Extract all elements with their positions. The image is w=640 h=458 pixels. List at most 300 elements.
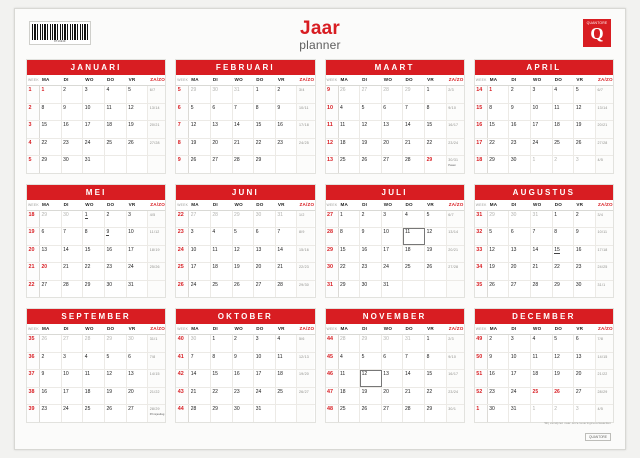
day-cell[interactable] <box>488 335 510 352</box>
weekend-cell[interactable] <box>447 335 464 352</box>
day-cell[interactable] <box>233 139 255 156</box>
day-cell[interactable] <box>382 211 404 228</box>
weekend-cell[interactable] <box>596 139 613 156</box>
day-cell[interactable] <box>425 121 447 138</box>
day-cell[interactable] <box>83 139 105 156</box>
weekend-cell[interactable] <box>148 405 165 422</box>
day-cell[interactable] <box>574 370 596 387</box>
day-cell[interactable] <box>254 335 276 352</box>
day-cell[interactable] <box>382 335 404 352</box>
weekend-cell[interactable] <box>447 353 464 370</box>
weekend-cell[interactable] <box>596 405 613 422</box>
day-cell[interactable] <box>83 353 105 370</box>
day-cell[interactable] <box>425 335 447 352</box>
day-cell[interactable] <box>531 121 553 138</box>
day-cell[interactable] <box>425 86 447 103</box>
day-cell[interactable] <box>574 263 596 280</box>
day-cell[interactable] <box>488 370 510 387</box>
day-cell[interactable] <box>83 246 105 263</box>
day-cell[interactable] <box>574 156 596 173</box>
day-cell[interactable] <box>211 353 233 370</box>
day-cell[interactable] <box>531 370 553 387</box>
day-cell[interactable] <box>62 121 84 138</box>
weekend-cell[interactable] <box>596 246 613 263</box>
day-cell[interactable] <box>553 263 575 280</box>
day-cell[interactable] <box>509 228 531 245</box>
weekend-cell[interactable] <box>447 156 464 173</box>
day-cell[interactable] <box>531 139 553 156</box>
day-cell[interactable] <box>40 281 62 298</box>
day-cell[interactable] <box>83 228 105 245</box>
day-cell[interactable] <box>488 104 510 121</box>
day-cell[interactable] <box>509 156 531 173</box>
day-cell[interactable] <box>211 246 233 263</box>
day-cell[interactable] <box>127 263 149 280</box>
day-cell[interactable] <box>553 121 575 138</box>
day-cell[interactable] <box>105 228 127 245</box>
day-cell[interactable] <box>83 370 105 387</box>
weekend-cell[interactable] <box>297 121 314 138</box>
weekend-cell[interactable] <box>297 86 314 103</box>
day-cell[interactable] <box>62 246 84 263</box>
day-cell[interactable] <box>62 104 84 121</box>
day-cell[interactable] <box>509 246 531 263</box>
weekend-cell[interactable] <box>596 156 613 173</box>
day-cell[interactable] <box>276 121 298 138</box>
day-cell[interactable] <box>382 353 404 370</box>
day-cell[interactable] <box>189 156 211 173</box>
weekend-cell[interactable] <box>297 139 314 156</box>
day-cell[interactable] <box>360 263 382 280</box>
day-cell[interactable] <box>233 211 255 228</box>
day-cell[interactable] <box>339 104 361 121</box>
day-cell[interactable] <box>360 121 382 138</box>
day-cell[interactable] <box>40 86 62 103</box>
weekend-cell[interactable] <box>596 211 613 228</box>
weekend-cell[interactable] <box>447 246 464 263</box>
day-cell[interactable] <box>360 353 382 370</box>
day-cell[interactable] <box>62 263 84 280</box>
day-cell[interactable] <box>211 228 233 245</box>
day-cell[interactable] <box>40 156 62 173</box>
day-cell[interactable] <box>189 246 211 263</box>
day-cell[interactable] <box>488 281 510 298</box>
day-cell[interactable] <box>254 388 276 405</box>
day-cell[interactable] <box>531 405 553 422</box>
day-cell[interactable] <box>339 211 361 228</box>
day-cell[interactable] <box>403 246 425 263</box>
day-cell[interactable] <box>574 388 596 405</box>
weekend-cell[interactable] <box>596 388 613 405</box>
day-cell[interactable] <box>360 405 382 422</box>
weekend-cell[interactable] <box>297 156 314 173</box>
day-cell[interactable] <box>83 86 105 103</box>
day-cell[interactable] <box>509 104 531 121</box>
day-cell[interactable] <box>360 86 382 103</box>
day-cell[interactable] <box>488 211 510 228</box>
day-cell[interactable] <box>40 263 62 280</box>
day-cell[interactable] <box>553 405 575 422</box>
day-cell[interactable] <box>105 139 127 156</box>
day-cell[interactable] <box>360 156 382 173</box>
day-cell[interactable] <box>40 388 62 405</box>
day-cell[interactable] <box>360 246 382 263</box>
weekend-cell[interactable] <box>148 156 165 173</box>
day-cell[interactable] <box>403 139 425 156</box>
day-cell[interactable] <box>403 405 425 422</box>
day-cell[interactable] <box>211 86 233 103</box>
day-cell[interactable] <box>127 353 149 370</box>
weekend-cell[interactable] <box>447 370 464 387</box>
day-cell[interactable] <box>574 211 596 228</box>
day-cell[interactable] <box>105 370 127 387</box>
day-cell[interactable] <box>488 388 510 405</box>
weekend-cell[interactable] <box>148 246 165 263</box>
day-cell[interactable] <box>276 281 298 298</box>
day-cell[interactable] <box>531 335 553 352</box>
day-cell[interactable] <box>254 211 276 228</box>
day-cell[interactable] <box>189 139 211 156</box>
day-cell[interactable] <box>339 121 361 138</box>
day-cell[interactable] <box>553 281 575 298</box>
day-cell[interactable] <box>105 86 127 103</box>
day-cell[interactable] <box>276 370 298 387</box>
day-cell[interactable] <box>553 388 575 405</box>
day-cell[interactable] <box>276 139 298 156</box>
weekend-cell[interactable] <box>447 86 464 103</box>
day-cell[interactable] <box>40 370 62 387</box>
day-cell[interactable] <box>254 405 276 422</box>
day-cell[interactable] <box>254 246 276 263</box>
day-cell[interactable] <box>189 388 211 405</box>
day-cell[interactable] <box>574 405 596 422</box>
day-cell[interactable] <box>382 281 404 298</box>
day-cell[interactable] <box>509 281 531 298</box>
day-cell[interactable] <box>105 335 127 352</box>
weekend-cell[interactable] <box>297 388 314 405</box>
day-cell[interactable] <box>531 156 553 173</box>
day-cell[interactable] <box>127 281 149 298</box>
day-cell[interactable] <box>276 86 298 103</box>
day-cell[interactable] <box>574 139 596 156</box>
day-cell[interactable] <box>403 86 425 103</box>
day-cell[interactable] <box>509 370 531 387</box>
day-cell[interactable] <box>531 281 553 298</box>
weekend-cell[interactable] <box>447 388 464 405</box>
day-cell[interactable] <box>425 139 447 156</box>
day-cell[interactable] <box>83 104 105 121</box>
day-cell[interactable] <box>40 353 62 370</box>
day-cell[interactable] <box>531 211 553 228</box>
day-cell[interactable] <box>403 281 425 298</box>
day-cell[interactable] <box>574 246 596 263</box>
day-cell[interactable] <box>83 281 105 298</box>
weekend-cell[interactable] <box>297 211 314 228</box>
day-cell[interactable] <box>339 388 361 405</box>
day-cell[interactable] <box>382 86 404 103</box>
day-cell[interactable] <box>40 211 62 228</box>
day-cell[interactable] <box>360 228 382 245</box>
day-cell[interactable] <box>233 228 255 245</box>
day-cell[interactable] <box>360 370 382 387</box>
day-cell[interactable] <box>425 104 447 121</box>
day-cell[interactable] <box>488 246 510 263</box>
day-cell[interactable] <box>553 156 575 173</box>
day-cell[interactable] <box>189 228 211 245</box>
day-cell[interactable] <box>127 246 149 263</box>
day-cell[interactable] <box>105 156 127 173</box>
day-cell[interactable] <box>553 211 575 228</box>
weekend-cell[interactable] <box>148 335 165 352</box>
day-cell[interactable] <box>105 263 127 280</box>
day-cell[interactable] <box>531 86 553 103</box>
day-cell[interactable] <box>189 86 211 103</box>
weekend-cell[interactable] <box>148 388 165 405</box>
day-cell[interactable] <box>189 370 211 387</box>
weekend-cell[interactable] <box>148 263 165 280</box>
day-cell[interactable] <box>254 121 276 138</box>
day-cell[interactable] <box>574 228 596 245</box>
day-cell[interactable] <box>360 388 382 405</box>
day-cell[interactable] <box>40 104 62 121</box>
day-cell[interactable] <box>276 353 298 370</box>
day-cell[interactable] <box>403 228 425 245</box>
day-cell[interactable] <box>254 370 276 387</box>
day-cell[interactable] <box>488 228 510 245</box>
weekend-cell[interactable] <box>447 405 464 422</box>
day-cell[interactable] <box>574 121 596 138</box>
day-cell[interactable] <box>62 335 84 352</box>
weekend-cell[interactable] <box>596 370 613 387</box>
day-cell[interactable] <box>553 335 575 352</box>
day-cell[interactable] <box>339 246 361 263</box>
day-cell[interactable] <box>425 211 447 228</box>
day-cell[interactable] <box>62 156 84 173</box>
day-cell[interactable] <box>488 405 510 422</box>
weekend-cell[interactable] <box>148 281 165 298</box>
day-cell[interactable] <box>254 228 276 245</box>
day-cell[interactable] <box>62 86 84 103</box>
weekend-cell[interactable] <box>297 335 314 352</box>
day-cell[interactable] <box>339 86 361 103</box>
day-cell[interactable] <box>127 86 149 103</box>
day-cell[interactable] <box>254 353 276 370</box>
day-cell[interactable] <box>382 228 404 245</box>
day-cell[interactable] <box>403 211 425 228</box>
weekend-cell[interactable] <box>297 263 314 280</box>
weekend-cell[interactable] <box>148 121 165 138</box>
weekend-cell[interactable] <box>447 263 464 280</box>
day-cell[interactable] <box>509 121 531 138</box>
day-cell[interactable] <box>382 405 404 422</box>
day-cell[interactable] <box>488 156 510 173</box>
day-cell[interactable] <box>360 104 382 121</box>
day-cell[interactable] <box>339 156 361 173</box>
day-cell[interactable] <box>403 121 425 138</box>
weekend-cell[interactable] <box>148 228 165 245</box>
day-cell[interactable] <box>509 139 531 156</box>
day-cell[interactable] <box>127 104 149 121</box>
day-cell[interactable] <box>233 388 255 405</box>
day-cell[interactable] <box>574 335 596 352</box>
day-cell[interactable] <box>105 104 127 121</box>
day-cell[interactable] <box>211 281 233 298</box>
day-cell[interactable] <box>254 139 276 156</box>
day-cell[interactable] <box>382 246 404 263</box>
day-cell[interactable] <box>553 104 575 121</box>
day-cell[interactable] <box>233 335 255 352</box>
day-cell[interactable] <box>509 263 531 280</box>
day-cell[interactable] <box>105 246 127 263</box>
weekend-cell[interactable] <box>297 353 314 370</box>
day-cell[interactable] <box>403 263 425 280</box>
weekend-cell[interactable] <box>297 281 314 298</box>
day-cell[interactable] <box>211 335 233 352</box>
weekend-cell[interactable] <box>148 104 165 121</box>
day-cell[interactable] <box>403 335 425 352</box>
day-cell[interactable] <box>233 281 255 298</box>
day-cell[interactable] <box>574 104 596 121</box>
day-cell[interactable] <box>189 263 211 280</box>
day-cell[interactable] <box>233 263 255 280</box>
day-cell[interactable] <box>40 228 62 245</box>
day-cell[interactable] <box>211 211 233 228</box>
day-cell[interactable] <box>254 156 276 173</box>
day-cell[interactable] <box>553 246 575 263</box>
day-cell[interactable] <box>62 370 84 387</box>
day-cell[interactable] <box>211 370 233 387</box>
day-cell[interactable] <box>233 370 255 387</box>
day-cell[interactable] <box>382 370 404 387</box>
day-cell[interactable] <box>276 263 298 280</box>
day-cell[interactable] <box>425 246 447 263</box>
day-cell[interactable] <box>531 388 553 405</box>
day-cell[interactable] <box>233 86 255 103</box>
day-cell[interactable] <box>339 405 361 422</box>
day-cell[interactable] <box>531 228 553 245</box>
day-cell[interactable] <box>276 335 298 352</box>
weekend-cell[interactable] <box>596 281 613 298</box>
day-cell[interactable] <box>553 370 575 387</box>
weekend-cell[interactable] <box>148 370 165 387</box>
weekend-cell[interactable] <box>447 139 464 156</box>
day-cell[interactable] <box>62 388 84 405</box>
day-cell[interactable] <box>488 121 510 138</box>
day-cell[interactable] <box>276 388 298 405</box>
day-cell[interactable] <box>254 86 276 103</box>
day-cell[interactable] <box>105 405 127 422</box>
day-cell[interactable] <box>488 263 510 280</box>
day-cell[interactable] <box>574 281 596 298</box>
day-cell[interactable] <box>382 263 404 280</box>
day-cell[interactable] <box>425 156 447 173</box>
weekend-cell[interactable] <box>148 211 165 228</box>
day-cell[interactable] <box>211 121 233 138</box>
day-cell[interactable] <box>40 121 62 138</box>
day-cell[interactable] <box>189 104 211 121</box>
day-cell[interactable] <box>189 121 211 138</box>
day-cell[interactable] <box>531 104 553 121</box>
day-cell[interactable] <box>83 263 105 280</box>
day-cell[interactable] <box>425 388 447 405</box>
day-cell[interactable] <box>488 86 510 103</box>
day-cell[interactable] <box>83 121 105 138</box>
day-cell[interactable] <box>127 139 149 156</box>
day-cell[interactable] <box>189 353 211 370</box>
weekend-cell[interactable] <box>447 228 464 245</box>
weekend-cell[interactable] <box>596 104 613 121</box>
day-cell[interactable] <box>360 211 382 228</box>
day-cell[interactable] <box>553 139 575 156</box>
day-cell[interactable] <box>553 353 575 370</box>
day-cell[interactable] <box>276 228 298 245</box>
day-cell[interactable] <box>509 405 531 422</box>
day-cell[interactable] <box>360 335 382 352</box>
day-cell[interactable] <box>127 405 149 422</box>
day-cell[interactable] <box>254 263 276 280</box>
day-cell[interactable] <box>382 156 404 173</box>
day-cell[interactable] <box>105 121 127 138</box>
day-cell[interactable] <box>339 228 361 245</box>
day-cell[interactable] <box>40 335 62 352</box>
day-cell[interactable] <box>403 370 425 387</box>
day-cell[interactable] <box>276 211 298 228</box>
day-cell[interactable] <box>339 139 361 156</box>
day-cell[interactable] <box>211 405 233 422</box>
day-cell[interactable] <box>211 139 233 156</box>
weekend-cell[interactable] <box>447 104 464 121</box>
day-cell[interactable] <box>189 405 211 422</box>
day-cell[interactable] <box>276 246 298 263</box>
day-cell[interactable] <box>233 405 255 422</box>
day-cell[interactable] <box>339 335 361 352</box>
day-cell[interactable] <box>105 281 127 298</box>
day-cell[interactable] <box>425 405 447 422</box>
day-cell[interactable] <box>105 211 127 228</box>
day-cell[interactable] <box>339 281 361 298</box>
weekend-cell[interactable] <box>297 246 314 263</box>
weekend-cell[interactable] <box>596 353 613 370</box>
day-cell[interactable] <box>189 335 211 352</box>
day-cell[interactable] <box>531 246 553 263</box>
day-cell[interactable] <box>62 353 84 370</box>
day-cell[interactable] <box>233 121 255 138</box>
day-cell[interactable] <box>403 104 425 121</box>
weekend-cell[interactable] <box>596 228 613 245</box>
day-cell[interactable] <box>360 139 382 156</box>
day-cell[interactable] <box>105 353 127 370</box>
day-cell[interactable] <box>276 156 298 173</box>
day-cell[interactable] <box>488 353 510 370</box>
day-cell[interactable] <box>425 353 447 370</box>
day-cell[interactable] <box>233 156 255 173</box>
weekend-cell[interactable] <box>596 121 613 138</box>
day-cell[interactable] <box>531 353 553 370</box>
day-cell[interactable] <box>62 405 84 422</box>
day-cell[interactable] <box>127 121 149 138</box>
weekend-cell[interactable] <box>447 121 464 138</box>
day-cell[interactable] <box>83 405 105 422</box>
day-cell[interactable] <box>83 388 105 405</box>
weekend-cell[interactable] <box>297 370 314 387</box>
day-cell[interactable] <box>233 353 255 370</box>
day-cell[interactable] <box>40 246 62 263</box>
day-cell[interactable] <box>509 335 531 352</box>
day-cell[interactable] <box>83 211 105 228</box>
day-cell[interactable] <box>403 156 425 173</box>
day-cell[interactable] <box>382 104 404 121</box>
day-cell[interactable] <box>360 281 382 298</box>
